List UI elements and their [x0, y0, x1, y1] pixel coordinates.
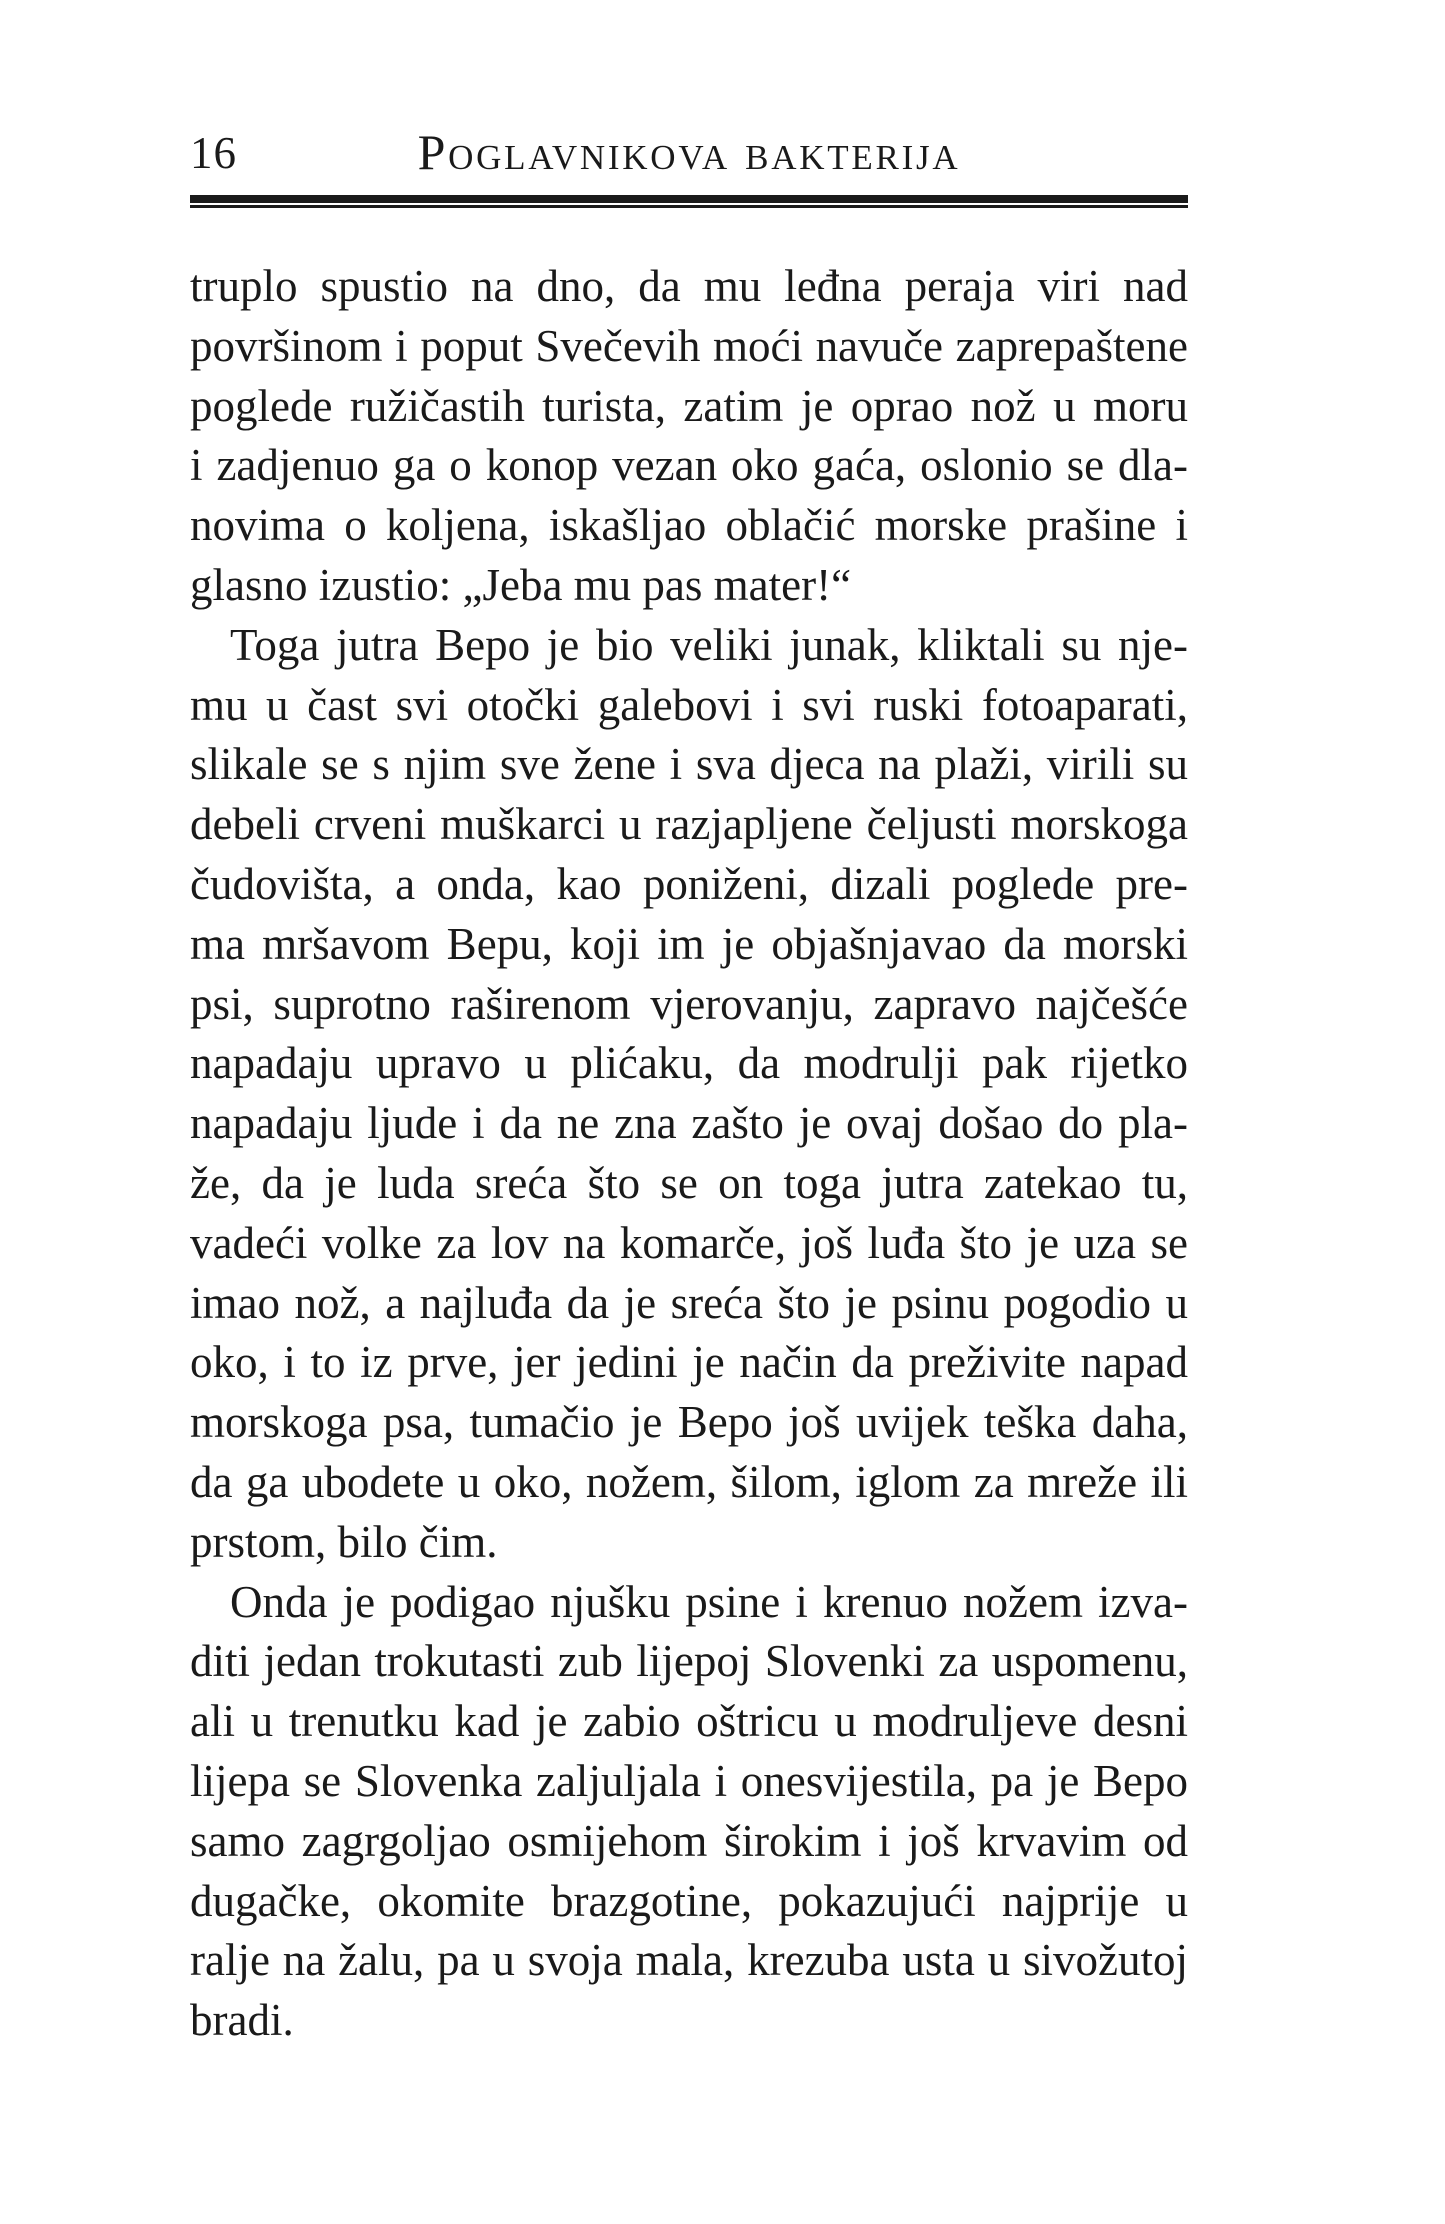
text-line: samo zagrgoljao osmijehom širokim i još krvavim od	[190, 1815, 1188, 1866]
text-line: lijepa se Slovenka zaljuljala i onesvijestila, pa je Bepo	[190, 1755, 1188, 1806]
text-line: slikale se s njim sve žene i sva djeca na plaži, virili su	[190, 739, 1188, 790]
text-line: i zadjenuo ga o konop vezan oko gaća, oslonio se dla-	[190, 440, 1188, 491]
text-line: vadeći volke za lov na komarče, još luđa što je uza se	[190, 1217, 1188, 1268]
text-line: truplo spustio na dno, da mu leđna peraja viri nad	[190, 261, 1188, 311]
text-line: ma mršavom Bepu, koji im je objašnjavao da morski	[190, 918, 1188, 969]
text-line: bradi.	[190, 1995, 294, 2046]
page-number: 16	[190, 128, 237, 178]
text-line: Toga jutra Bepo je bio veliki junak, kliktali su nje-	[230, 619, 1188, 670]
text-line: diti jedan trokutasti zub lijepoj Slovenki za uspomenu,	[190, 1636, 1188, 1687]
text-line: oko, i to iz prve, jer jedini je način da preživite napad	[190, 1337, 1188, 1388]
body-text	[190, 257, 1188, 2051]
text-line: napadaju ljude i da ne zna zašto je ovaj došao do pla-	[190, 1098, 1188, 1149]
text-line: glasno izustio: „Jeba mu pas mater!“	[190, 559, 852, 610]
text-line: Onda je podigao njušku psine i krenuo nožem izva-	[230, 1576, 1188, 1627]
text-line: morskoga psa, tumačio je Bepo još uvijek teška daha,	[190, 1397, 1188, 1448]
running-header: Poglavnikova bakterija	[417, 124, 961, 180]
text-line: psi, suprotno raširenom vjerovanju, zapravo najčešće	[190, 978, 1188, 1029]
text-line: napadaju upravo u plićaku, da modrulji pak rijetko	[190, 1038, 1188, 1089]
text-line: mu u čast svi otočki galebovi i svi ruski fotoaparati,	[190, 679, 1188, 730]
text-line: ali u trenutku kad je zabio oštricu u modruljeve desni	[190, 1696, 1188, 1747]
text-line: debeli crveni muškarci u razjapljene čeljusti morskoga	[190, 799, 1188, 850]
header-rule	[190, 195, 1188, 208]
text-line: dugačke, okomite brazgotine, pokazujući najprije u	[190, 1875, 1188, 1926]
text-line: prstom, bilo čim.	[190, 1516, 498, 1567]
text-line: že, da je luda sreća što se on toga jutra zatekao tu,	[190, 1157, 1188, 1208]
text-line: ralje na žalu, pa u svoja mala, krezuba usta u sivožutoj	[190, 1935, 1188, 1986]
text-line: površinom i poput Svečevih moći navuče zaprepaštene	[190, 320, 1188, 371]
text-line: da ga ubodete u oko, nožem, šilom, iglom za mreže ili	[190, 1456, 1188, 1507]
text-line: čudovišta, a onda, kao poniženi, dizali poglede pre-	[190, 858, 1188, 909]
text-line: imao nož, a najluđa da je sreća što je psinu pogodio u	[190, 1277, 1188, 1328]
text-line: novima o koljena, iskašljao oblačić morske prašine i	[190, 500, 1188, 551]
header-rule-thin	[190, 205, 1188, 208]
text-line: poglede ružičastih turista, zatim je oprao nož u moru	[190, 380, 1188, 431]
